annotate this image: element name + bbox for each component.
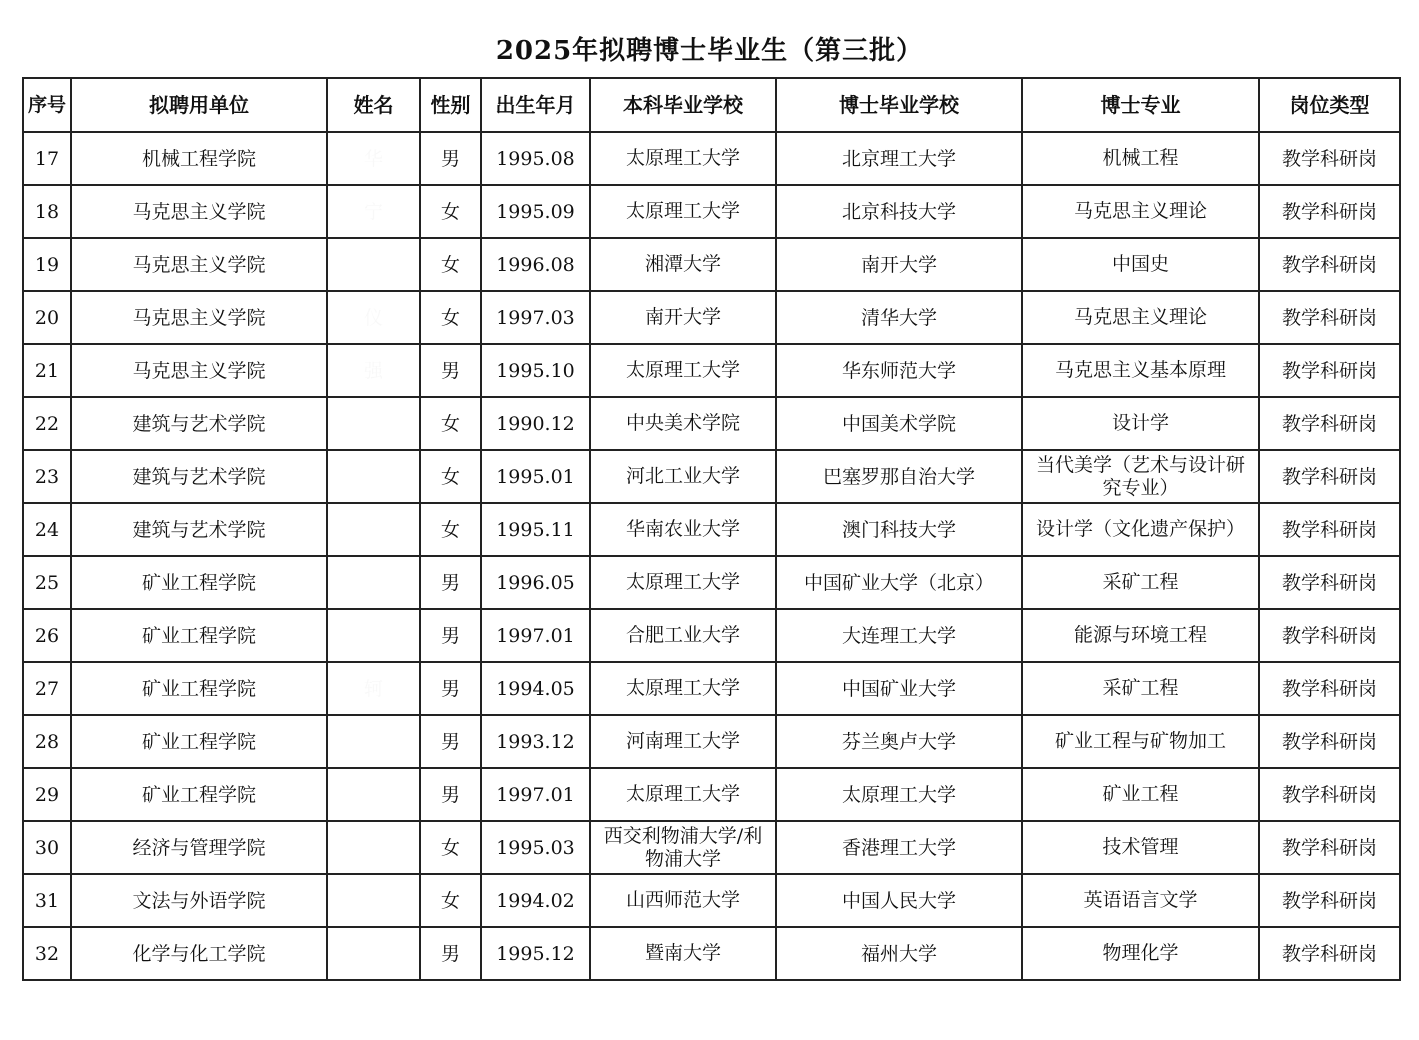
cell-birth: 1994.02 (481, 874, 590, 927)
cell-unit: 矿业工程学院 (71, 556, 327, 609)
redaction-mask (342, 398, 384, 449)
redaction-mask (342, 292, 384, 343)
table-row (23, 927, 1400, 980)
cell-seq: 20 (23, 291, 71, 344)
cell-post: 教学科研岗 (1259, 291, 1400, 344)
cell-major: 采矿工程 (1022, 556, 1259, 609)
redaction-mask (342, 822, 384, 873)
cell-unit: 马克思主义学院 (71, 291, 327, 344)
cell-name (327, 238, 420, 291)
redaction-mask (342, 769, 384, 820)
header-major: 博士专业 (1022, 78, 1259, 132)
cell-post: 教学科研岗 (1259, 662, 1400, 715)
cell-phd-school: 大连理工大学 (776, 609, 1022, 662)
cell-post: 教学科研岗 (1259, 821, 1400, 874)
cell-major: 物理化学 (1022, 927, 1259, 980)
cell-unit: 建筑与艺术学院 (71, 397, 327, 450)
cell-phd-school: 南开大学 (776, 238, 1022, 291)
cell-gender: 男 (420, 609, 481, 662)
cell-major: 马克思主义基本原理 (1022, 344, 1259, 397)
cell-name (327, 715, 420, 768)
cell-major: 设计学（文化遗产保护） (1022, 503, 1259, 556)
cell-undergrad: 合肥工业大学 (590, 609, 776, 662)
cell-major: 矿业工程 (1022, 768, 1259, 821)
cell-post: 教学科研岗 (1259, 927, 1400, 980)
redaction-mask (342, 133, 384, 184)
cell-phd-school: 华东师范大学 (776, 344, 1022, 397)
cell-major: 中国史 (1022, 238, 1259, 291)
table-row (23, 185, 1400, 238)
cell-unit: 矿业工程学院 (71, 609, 327, 662)
cell-name (327, 291, 420, 344)
cell-birth: 1996.05 (481, 556, 590, 609)
table-row (23, 450, 1400, 503)
table-row (23, 662, 1400, 715)
cell-name (327, 927, 420, 980)
cell-name (327, 344, 420, 397)
cell-name (327, 609, 420, 662)
cell-unit: 经济与管理学院 (71, 821, 327, 874)
cell-name (327, 821, 420, 874)
cell-seq: 17 (23, 132, 71, 185)
cell-post: 教学科研岗 (1259, 238, 1400, 291)
cell-phd-school: 太原理工大学 (776, 768, 1022, 821)
cell-phd-school: 中国人民大学 (776, 874, 1022, 927)
cell-phd-school: 福州大学 (776, 927, 1022, 980)
header-undergrad: 本科毕业学校 (590, 78, 776, 132)
cell-major: 采矿工程 (1022, 662, 1259, 715)
cell-undergrad: 西交利物浦大学/利物浦大学 (590, 821, 776, 874)
header-gender: 性别 (420, 78, 481, 132)
table-row (23, 821, 1400, 874)
cell-gender: 男 (420, 715, 481, 768)
cell-birth: 1997.03 (481, 291, 590, 344)
redaction-mask (342, 239, 384, 290)
cell-phd-school: 巴塞罗那自治大学 (776, 450, 1022, 503)
redaction-mask (342, 928, 384, 979)
header-post: 岗位类型 (1259, 78, 1400, 132)
cell-name (327, 503, 420, 556)
cell-birth: 1993.12 (481, 715, 590, 768)
table-header-row (23, 78, 1400, 132)
header-phd-school: 博士毕业学校 (776, 78, 1022, 132)
cell-phd-school: 香港理工大学 (776, 821, 1022, 874)
redaction-mask (342, 557, 384, 608)
cell-unit: 矿业工程学院 (71, 715, 327, 768)
cell-gender: 男 (420, 344, 481, 397)
cell-birth: 1994.05 (481, 662, 590, 715)
cell-gender: 女 (420, 450, 481, 503)
redaction-mask (342, 504, 384, 555)
table-row (23, 132, 1400, 185)
cell-phd-school: 中国矿业大学 (776, 662, 1022, 715)
cell-gender: 男 (420, 662, 481, 715)
cell-undergrad: 太原理工大学 (590, 662, 776, 715)
cell-birth: 1997.01 (481, 768, 590, 821)
cell-seq: 22 (23, 397, 71, 450)
table-row (23, 397, 1400, 450)
table-row (23, 344, 1400, 397)
cell-name (327, 397, 420, 450)
redaction-mask (342, 451, 384, 502)
cell-unit: 建筑与艺术学院 (71, 503, 327, 556)
cell-unit: 马克思主义学院 (71, 185, 327, 238)
cell-seq: 25 (23, 556, 71, 609)
cell-undergrad: 华南农业大学 (590, 503, 776, 556)
cell-major: 能源与环境工程 (1022, 609, 1259, 662)
cell-post: 教学科研岗 (1259, 132, 1400, 185)
cell-name (327, 662, 420, 715)
cell-seq: 19 (23, 238, 71, 291)
cell-seq: 28 (23, 715, 71, 768)
cell-phd-school: 清华大学 (776, 291, 1022, 344)
cell-gender: 男 (420, 927, 481, 980)
cell-undergrad: 湘潭大学 (590, 238, 776, 291)
cell-birth: 1995.01 (481, 450, 590, 503)
cell-name (327, 874, 420, 927)
cell-phd-school: 中国矿业大学（北京） (776, 556, 1022, 609)
cell-birth: 1997.01 (481, 609, 590, 662)
cell-birth: 1995.11 (481, 503, 590, 556)
cell-birth: 1996.08 (481, 238, 590, 291)
cell-undergrad: 河北工业大学 (590, 450, 776, 503)
cell-major: 矿业工程与矿物加工 (1022, 715, 1259, 768)
cell-major: 当代美学（艺术与设计研究专业） (1022, 450, 1259, 503)
candidates-table (22, 77, 1401, 981)
cell-birth: 1995.12 (481, 927, 590, 980)
cell-seq: 24 (23, 503, 71, 556)
cell-gender: 女 (420, 238, 481, 291)
cell-post: 教学科研岗 (1259, 503, 1400, 556)
cell-birth: 1995.09 (481, 185, 590, 238)
cell-unit: 矿业工程学院 (71, 662, 327, 715)
cell-post: 教学科研岗 (1259, 715, 1400, 768)
cell-post: 教学科研岗 (1259, 609, 1400, 662)
cell-major: 机械工程 (1022, 132, 1259, 185)
cell-unit: 马克思主义学院 (71, 344, 327, 397)
cell-undergrad: 太原理工大学 (590, 556, 776, 609)
cell-major: 马克思主义理论 (1022, 291, 1259, 344)
cell-seq: 21 (23, 344, 71, 397)
cell-post: 教学科研岗 (1259, 450, 1400, 503)
cell-undergrad: 太原理工大学 (590, 344, 776, 397)
cell-unit: 矿业工程学院 (71, 768, 327, 821)
cell-birth: 1995.08 (481, 132, 590, 185)
cell-gender: 男 (420, 556, 481, 609)
cell-undergrad: 南开大学 (590, 291, 776, 344)
cell-phd-school: 芬兰奥卢大学 (776, 715, 1022, 768)
table-row (23, 556, 1400, 609)
cell-gender: 女 (420, 874, 481, 927)
cell-name (327, 556, 420, 609)
header-birth: 出生年月 (481, 78, 590, 132)
cell-birth: 1995.10 (481, 344, 590, 397)
cell-post: 教学科研岗 (1259, 556, 1400, 609)
table-row (23, 715, 1400, 768)
cell-phd-school: 北京科技大学 (776, 185, 1022, 238)
cell-gender: 男 (420, 132, 481, 185)
cell-post: 教学科研岗 (1259, 397, 1400, 450)
cell-unit: 化学与化工学院 (71, 927, 327, 980)
table-row (23, 874, 1400, 927)
redaction-mask (342, 875, 384, 926)
cell-gender: 女 (420, 291, 481, 344)
header-name: 姓名 (327, 78, 420, 132)
cell-gender: 男 (420, 768, 481, 821)
redaction-mask (342, 345, 384, 396)
cell-undergrad: 暨南大学 (590, 927, 776, 980)
table-row (23, 291, 1400, 344)
cell-major: 马克思主义理论 (1022, 185, 1259, 238)
cell-major: 设计学 (1022, 397, 1259, 450)
cell-seq: 18 (23, 185, 71, 238)
redaction-mask (342, 610, 384, 661)
cell-undergrad: 中央美术学院 (590, 397, 776, 450)
cell-name (327, 450, 420, 503)
cell-major: 技术管理 (1022, 821, 1259, 874)
cell-undergrad: 山西师范大学 (590, 874, 776, 927)
table-row (23, 238, 1400, 291)
cell-major: 英语语言文学 (1022, 874, 1259, 927)
redaction-mask (342, 186, 384, 237)
cell-seq: 30 (23, 821, 71, 874)
cell-undergrad: 河南理工大学 (590, 715, 776, 768)
cell-undergrad: 太原理工大学 (590, 132, 776, 185)
cell-birth: 1990.12 (481, 397, 590, 450)
cell-post: 教学科研岗 (1259, 344, 1400, 397)
cell-phd-school: 中国美术学院 (776, 397, 1022, 450)
cell-seq: 23 (23, 450, 71, 503)
cell-seq: 32 (23, 927, 71, 980)
cell-unit: 建筑与艺术学院 (71, 450, 327, 503)
redaction-mask (342, 716, 384, 767)
cell-gender: 女 (420, 821, 481, 874)
cell-phd-school: 北京理工大学 (776, 132, 1022, 185)
cell-gender: 女 (420, 503, 481, 556)
cell-seq: 29 (23, 768, 71, 821)
redaction-mask (342, 663, 384, 714)
cell-unit: 机械工程学院 (71, 132, 327, 185)
cell-gender: 女 (420, 185, 481, 238)
page-title: 2025年拟聘博士毕业生（第三批） (495, 36, 924, 66)
table-row (23, 768, 1400, 821)
table-row (23, 503, 1400, 556)
header-seq: 序号 (23, 78, 71, 132)
cell-seq: 26 (23, 609, 71, 662)
cell-phd-school: 澳门科技大学 (776, 503, 1022, 556)
cell-gender: 女 (420, 397, 481, 450)
cell-post: 教学科研岗 (1259, 185, 1400, 238)
cell-seq: 31 (23, 874, 71, 927)
cell-name (327, 185, 420, 238)
cell-unit: 马克思主义学院 (71, 238, 327, 291)
cell-unit: 文法与外语学院 (71, 874, 327, 927)
cell-name (327, 132, 420, 185)
cell-undergrad: 太原理工大学 (590, 185, 776, 238)
table-row (23, 609, 1400, 662)
header-unit: 拟聘用单位 (71, 78, 327, 132)
cell-post: 教学科研岗 (1259, 768, 1400, 821)
cell-name (327, 768, 420, 821)
cell-post: 教学科研岗 (1259, 874, 1400, 927)
cell-seq: 27 (23, 662, 71, 715)
cell-undergrad: 太原理工大学 (590, 768, 776, 821)
cell-birth: 1995.03 (481, 821, 590, 874)
